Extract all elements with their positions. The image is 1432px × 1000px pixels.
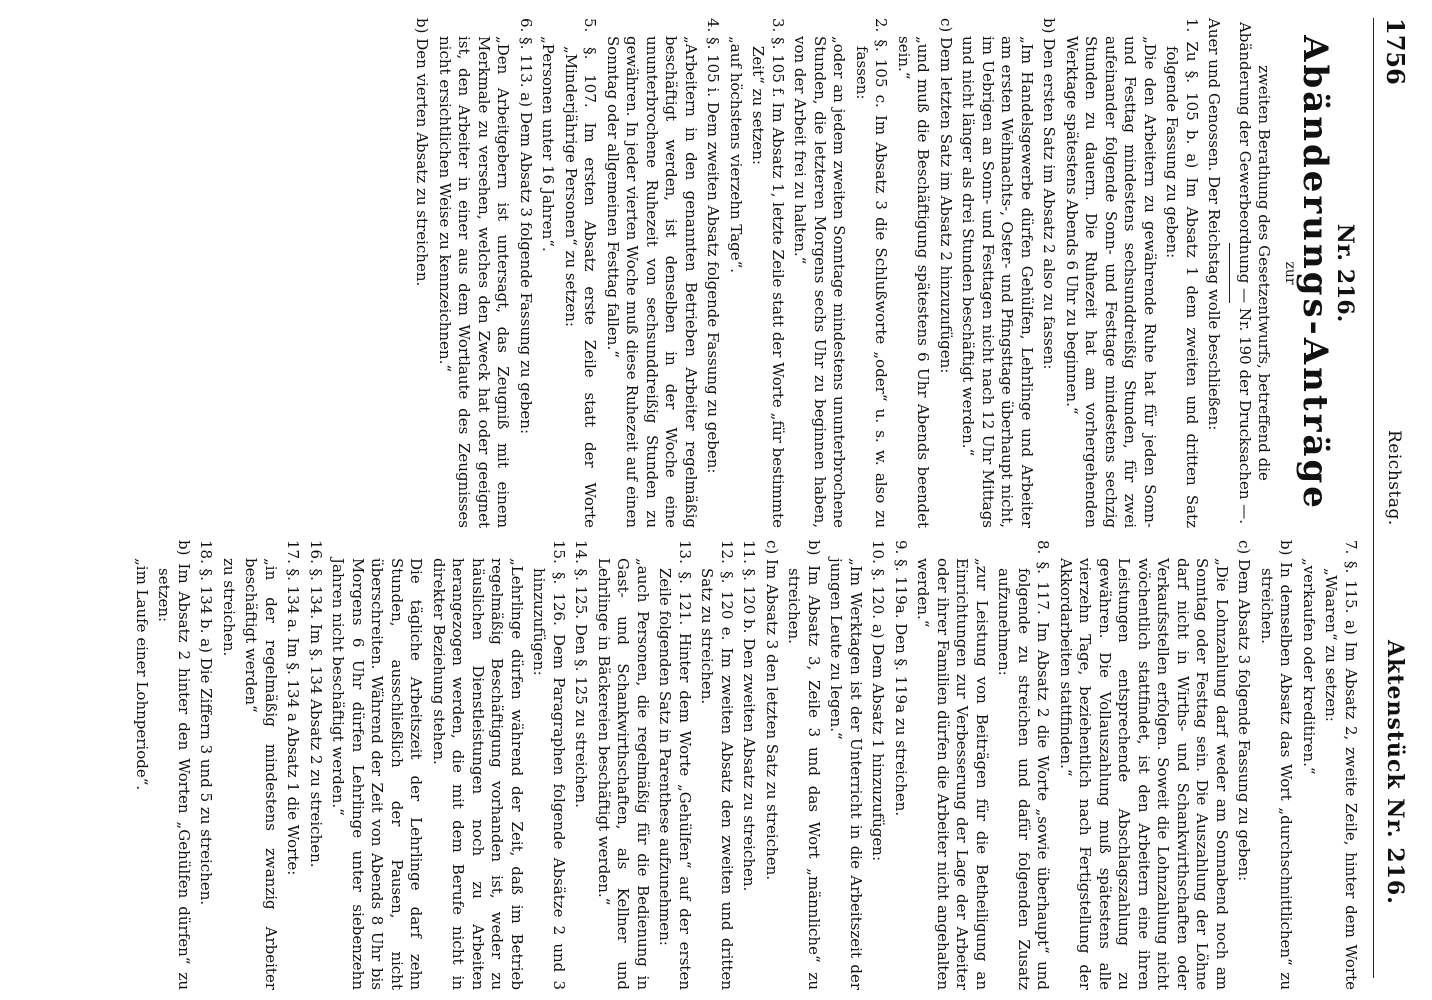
list-item: 6. §. 113. a) Dem Absatz 3 folgende Fassung zu geben: bbox=[517, 18, 535, 435]
list-item: „Im Handelsgewerbe dürfen Gehülfen, Lehrlinge und Arbeiter am ersten Weihnachts-, Oster- und Pfingsttage überhaupt nicht, im Uebrigen an Sonn- und Festtagen nicht nach 12 Uhr Mittags und nicht länger als drei Stunden beschäftigt werden.“ bbox=[959, 36, 1036, 528]
list-item: b) Den ersten Satz im Absatz 2 also zu fassen: bbox=[1040, 18, 1059, 370]
list-item: 1. Zu §. 105 b. a) Im Absatz 1 dem zweiten und dritten Satz folgende Fassung zu geben: bbox=[1163, 18, 1201, 528]
list-item: b) Den vierten Absatz zu streichen. bbox=[413, 18, 432, 287]
list-item: „und muß die Beschäftigung spätestens 6 Uhr Abends beendet sein.“ bbox=[895, 36, 933, 528]
list-item: 11. §. 120 b. Den zweiten Absatz zu streichen. bbox=[740, 540, 759, 892]
list-item: 10. §. 120. a) Dem Absatz 1 hinzuzufügen: bbox=[869, 540, 888, 862]
left-column bbox=[409, 18, 1360, 528]
page-number: 1756 bbox=[1381, 18, 1410, 85]
list-item: Die tägliche Arbeitszeit der Lehrlinge darf zehn Stunden, ausschließlich der Pausen, nicht überschreiten. Während der Zeit von Abends 8 Uhr bis Morgens 6 Uhr dürfen Lehrlinge unter siebenzehn Jahren nicht beschäftigt werden.“ bbox=[329, 558, 426, 990]
list-item: c) Dem Absatz 3 folgende Fassung zu geben: bbox=[1235, 540, 1254, 882]
list-item: b) Im Absatz 3, Zeile 3 und das Wort „männliche“ zu streichen. bbox=[785, 540, 823, 990]
list-item: „Den Arbeitgebern ist untersagt, das Zeugniß mit einem Merkmale zu versehen, welches den Zweck hat oder geeignet ist, den Arbeiter in einer aus dem Wortlaute des Zeugnisses nicht ersichtlichen Weise zu kennzeichnen.“ bbox=[436, 36, 513, 528]
list-item: „in der regelmäßig mindestens zwanzig Arbeiter beschäftigt werden“ bbox=[242, 558, 280, 990]
list-item: „Lehrlinge dürfen während der Zeit, daß im Betrieb regelmäßig Beschäftigung vorhanden ist, weder zu häuslichen Dienstleistungen noch zu Arbeiten herangezogen werden, die mit dem Berufe nicht in direkter Beziehung stehen. bbox=[430, 558, 526, 990]
page-header bbox=[1372, 0, 1432, 1000]
subtitle: zweiten Berathung des Gesetzentwurfs, betreffend die Abänderung der Gewerbeordnung — Nr. 190 der Drucksachen —. bbox=[1236, 21, 1274, 525]
header-rule bbox=[1373, 18, 1374, 978]
list-item: 7. §. 115. a) Im Absatz 2, zweite Zeile, hinter dem Worte „Waaren“ zu setzen: bbox=[1322, 540, 1360, 990]
list-item: 16. §. 134. Im §. 134 Absatz 2 zu streichen. bbox=[307, 540, 325, 868]
list-item: 3. §. 105 f. Im Absatz 1, letzte Zeile statt der Worte „für bestimmte Zeit“ zu setzen: bbox=[749, 18, 787, 528]
list-item: „Personen unter 16 Jahren“. bbox=[539, 36, 558, 252]
list-item: b) Im Absatz 2 hinter den Worten „Gehülfen dürfen“ zu setzen: bbox=[155, 540, 193, 990]
list-item: „Arbeitern in den genannten Betrieben Arbeiter regelmäßig beschäftigt werden, ist denselben in der Woche eine ununterbrochene Ruhezeit von sechsunddreißig Stunden zu gewähren. In jeder vierten Woche muß diese Ruhezeit auf einen Sonntag oder allgemeinen Festtag fallen.“ bbox=[604, 36, 700, 528]
list-item: „verkaufen oder kreditiren.“ bbox=[1300, 558, 1318, 775]
motion-intro: Auer und Genossen. Der Reichstag wolle beschließen: bbox=[1205, 18, 1224, 431]
right-column bbox=[129, 540, 1361, 990]
list-item: 12. §. 120 e. Im zweiten Absatz den zweiten und dritten Satz zu streichen. bbox=[698, 540, 736, 990]
list-item: 15. §. 126. Dem Paragraphen folgende Absätze 2 und 3 hinzuzufügen: bbox=[530, 540, 568, 990]
list-item: 9. §. 119a. Den §. 119a zu streichen. bbox=[892, 540, 910, 817]
list-item: c) Dem letzten Satz im Absatz 2 hinzuzufügen: bbox=[937, 18, 955, 374]
running-section: Reichstag. bbox=[1384, 430, 1404, 526]
list-item: b) In demselben Absatz das Wort „durchschnittlichen“ zu streichen. bbox=[1258, 540, 1296, 990]
doc-number-title: Nr. 216. bbox=[1332, 223, 1358, 323]
list-item: 5. §. 107. Im ersten Absatz erste Zeile statt der Worte „Minderjährige Personen“ zu setzen: bbox=[562, 18, 600, 528]
list-item: c) Im Absatz 3 den letzten Satz zu streichen. bbox=[763, 540, 781, 881]
list-item: zu streichen. bbox=[220, 558, 238, 657]
main-title: Abänderungs-Anträge bbox=[1295, 35, 1336, 511]
list-item: „Die den Arbeitern zu gewährende Ruhe hat für jeden Sonn- und Festtag mindestens sechsunddreißig Stunden, für zwei aufeinander folgende Sonn- und Festtage mindestens sechzig Stunden zu dauern. Die Ruhezeit hat am vorhergehenden Werktage spätestens Abends 6 Uhr zu beginnen.“ bbox=[1063, 36, 1159, 528]
title-separator bbox=[1230, 243, 1231, 303]
list-item: 13. §. 121. Hinter dem Worte „Gehülfen“ auf der ersten Zeile folgenden Satz in Parenthese aufzunehmen: bbox=[656, 540, 694, 990]
list-item: 2. §. 105 c. Im Absatz 3 die Schlußworte „oder“ u. s. w. also zu fassen: bbox=[853, 18, 891, 528]
list-item: 17. §. 134 a. Im §. 134 a Absatz 1 die Worte: bbox=[284, 540, 303, 876]
list-item: „oder an jedem zweiten Sonntage mindestens ununterbrochene Stunden, die letzteren Morgens sechs Uhr zu beginnen haben, von der Arbeit frei zu halten.“ bbox=[791, 36, 849, 528]
document-number: Aktenstück Nr. 216. bbox=[1382, 640, 1408, 905]
list-item: 4. §. 105 i. Dem zweiten Absatz folgende Fassung zu geben: bbox=[704, 18, 723, 474]
list-item: „auf höchstens vierzehn Tage“. bbox=[727, 36, 745, 274]
list-item: „auch Personen, die regelmäßig für die Bedienung in Gast- und Schankwirthschaften, als Kellner und Lehrlinge in Bäckereien beschäftigt werden.“ bbox=[595, 558, 652, 990]
title-zur: zur bbox=[1282, 261, 1298, 285]
list-item: 14. §. 125. Den §. 125 zu streichen. bbox=[572, 540, 591, 808]
list-item: „im Laufe einer Lohnperiode“. bbox=[133, 558, 151, 791]
list-item: „zur Leistung von Beiträgen für die Betheiligung an Einrichtungen zur Verbesserung der Lage der Arbeiter oder ihrer Familien dürfen die Arbeiter nicht angehalten werden.“ bbox=[914, 558, 991, 990]
list-item: „Im Werktagen ist der Unterricht in die Arbeitszeit der jungen Leute zu legen.“ bbox=[827, 558, 865, 990]
list-item: „Die Lohnzahlung darf weder am Sonnabend noch am Sonntag oder Festtag sein. Die Auszahlung der Löhne darf nicht in Wirths- und Schankwirthschaften oder Verkaufsstellen erfolgen. Soweit die Lohnzahlung nicht wöchentlich stattfindet, ist den Arbeitern eine ihren Leistungen entsprechende Abschlagszahlung zu gewähren. Die Vollauszahlung muß spätestens alle vierzehn Tage, beziehentlich nach Fertigstellung der Akkordarbeiten stattfinden.“ bbox=[1057, 558, 1231, 990]
list-item: 18. §. 134 b. a) Die Ziffern 3 und 5 zu streichen. bbox=[197, 540, 216, 906]
list-item: 8. §. 117. Im Absatz 2 die Worte „sowie überhaupt“ und folgende zu streichen und dafür folgenden Zusatz aufzunehmen: bbox=[995, 540, 1053, 990]
